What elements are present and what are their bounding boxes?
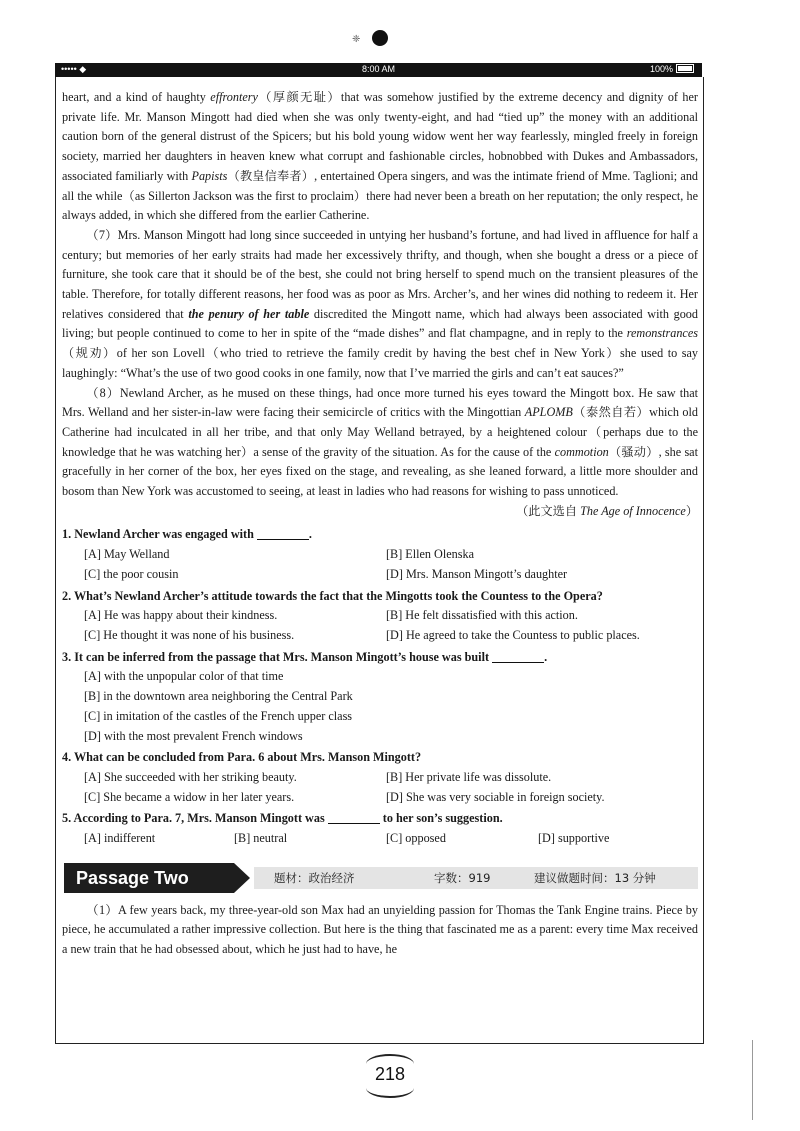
paragraph-8: （8）Newland Archer, as he mused on these things, had once more turned his eyes toward the Mingott box. He saw that Mrs. Welland and her sister-in-law were facing their semicircle of critics with the Mingottian APLOMB（泰然自若）which old Catherine had inculcated in all her tribe, and that only May Welland betrayed, by a heightened colour（perhaps due to the knowledge that he was watching her）a sense of the gravity of the situation. As for the cause of the commotion（骚动）, she sat gracefully in her corner of the box, her eyes fixed on the stage, and revealing, as she leaned forward, a little more shoulder and bosom than New York was accustomed to seeing, at least in ladies who had reasons for wishing to pass unnoticed. (62, 385, 699, 499)
option-b[interactable]: [B] neutral (234, 831, 288, 846)
battery-indicator (650, 64, 694, 74)
source-note: （此文选自 The Age of Innocence） (516, 503, 698, 518)
option-c[interactable]: [C] opposed (386, 831, 446, 846)
vocab-effrontery: effrontery (210, 90, 258, 104)
page-number: 218 (360, 1050, 420, 1106)
option-a[interactable]: [A] May Welland (84, 547, 170, 562)
option-c[interactable]: [C] He thought it was none of his business. (84, 627, 295, 642)
option-d[interactable]: [D] He agreed to take the Countess to public places. (386, 627, 640, 642)
battery-icon (676, 64, 694, 73)
option-a[interactable]: [A] She succeeded with her striking beauty. (84, 769, 297, 784)
question-4: 4. What can be concluded from Para. 6 about Mrs. Manson Mingott? [A] She succeeded with her striking beauty. [B] Her private life was dissolute. [C] She became a widow in her later years. [D] She was very sociable in foreign society. (62, 748, 698, 807)
option-b[interactable]: [B] He felt dissatisfied with this action. (386, 608, 578, 623)
vocab-commotion: commotion (554, 444, 609, 459)
status-time: 8:00 AM (361, 64, 396, 74)
question-3: 3. It can be inferred from the passage that Mrs. Manson Mingott’s house was built . [A] with the unpopular color of that time [B] in the downtown area neighboring the Central Park [C] in imitation of the castles of the French upper class [D] with the most prevalent French windows (62, 648, 698, 747)
top-ornament (352, 28, 412, 50)
option-c[interactable]: [C] She became a widow in her later years. (84, 789, 295, 804)
ornament-dot-icon (372, 30, 388, 46)
option-b[interactable]: [B] Her private life was dissolute. (386, 769, 552, 784)
option-a[interactable]: [A] He was happy about their kindness. (84, 608, 278, 623)
ornament-star-icon: ❈ (352, 34, 361, 45)
option-d[interactable]: [D] Mrs. Manson Mingott’s daughter (386, 566, 568, 581)
passage-two-header (62, 863, 698, 893)
question-5: 5. According to Para. 7, Mrs. Manson Mingott was to her son’s suggestion. [A] indifferent [B] neutral [C] opposed [D] supportive (62, 809, 698, 848)
status-bar (55, 63, 702, 77)
answer-blank (257, 527, 309, 540)
question-2: 2. What’s Newland Archer’s attitude towards the fact that the Mingotts took the Countess to the Opera? [A] He was happy about their kindness. [B] He felt dissatisfied with this action. [C] He thought it was none of his business. [D] He agreed to take the Countess to public places. (62, 587, 698, 646)
vocab-remonstrances: remonstrances (626, 326, 698, 341)
option-b[interactable]: [B] Ellen Olenska (386, 547, 474, 562)
passage-meta (254, 867, 698, 889)
phrase-penury: the penury of her table (188, 306, 310, 321)
vocab-aplomb: APLOMB (524, 405, 573, 420)
passage-label: Passage Two (64, 863, 234, 893)
option-c[interactable]: [C] in imitation of the castles of the French upper class (84, 708, 353, 723)
paragraph-6-continued: heart, and a kind of haughty effrontery（厚颜无耻）that was somehow justified by the extreme decency and dignity of her private life. Mr. Manson Mingott had died when she was only twenty-eight, and had “tied up” the money with an additional caution born of the general distrust of the Spicers; but his bold young widow went her way fearlessly, mingled freely in foreign society, married her daughters in heaven knew what corrupt and fashionable circles, hobnobbed with Dukes and Ambassadors, associated familiarly with Papists（教皇信奉者）, entertained Opera singers, and was the intimate friend of Mme. Taglioni; and all the while（as Sillerton Jackson was the first to proclaim）there had never been a breath on her reputation; the only respect, he always added, in which she differed from the earlier Catherine. (62, 90, 699, 223)
passage-two-paragraph-1: （1）A few years back, my three-year-old son Max had an unyielding passion for Thomas the Tank Engine trains. Piece by piece, he accumulated a rather impressive collection. But here is the thing that fascinated me as a parent: every time Max received a new train that he had obsessed about, which he just had to have, he (62, 902, 698, 957)
battery-percent: 100% (649, 64, 673, 74)
answer-blank (492, 650, 544, 663)
option-d[interactable]: [D] with the most prevalent French windows (84, 728, 303, 743)
option-d[interactable]: [D] supportive (538, 831, 610, 846)
vocab-papists: Papists (191, 168, 228, 183)
answer-blank (328, 811, 380, 824)
option-a[interactable]: [A] with the unpopular color of that time (84, 669, 284, 684)
edge-mark (752, 1040, 753, 1120)
option-a[interactable]: [A] indifferent (84, 831, 156, 846)
passage-topic: 题材：政治经济 (274, 870, 355, 885)
passage-time: 建议做题时间：13 分钟 (534, 870, 656, 885)
passage-word-count: 字数：919 (434, 870, 491, 885)
paragraph-7: （7）Mrs. Manson Mingott had long since succeeded in untying her husband’s fortune, and had lived in affluence for half a century; but memories of her early straits had made her excessively thrifty, and though, when she bought a dress or a piece of furniture, she took care that it should be of the best, she could not bring herself to spend much on the transient pleasures of the table. Therefore, for totally different reasons, her food was as poor as Mrs. Archer’s, and her wines did nothing to redeem it. Her relatives considered that the penury of her table discredited the Mingott name, which had always been associated with good living; but people continued to come to her in spite of the “made dishes” and flat champagne, and in reply to the remonstrances（规劝）of her son Lovell（who tried to retrieve the family credit by having the best chef in New York）she used to say laughingly: “What’s the use of two good cooks in one family, now that I’ve married the girls and can’t eat sauces?” (62, 227, 698, 380)
page-content (62, 88, 698, 960)
signal-wifi-icon: ••••• ◆ (61, 64, 87, 74)
option-c[interactable]: [C] the poor cousin (84, 566, 179, 581)
option-b[interactable]: [B] in the downtown area neighboring the Central Park (84, 689, 353, 704)
question-1: 1. Newland Archer was engaged with . [A] May Welland [B] Ellen Olenska [C] the poor cousin [D] Mrs. Manson Mingott’s daughter (62, 525, 698, 584)
source-title: The Age of Innocence (580, 503, 686, 518)
option-d[interactable]: [D] She was very sociable in foreign society. (386, 789, 605, 804)
passage-arrow-icon (234, 863, 250, 893)
page-arc-bottom (366, 1078, 414, 1098)
